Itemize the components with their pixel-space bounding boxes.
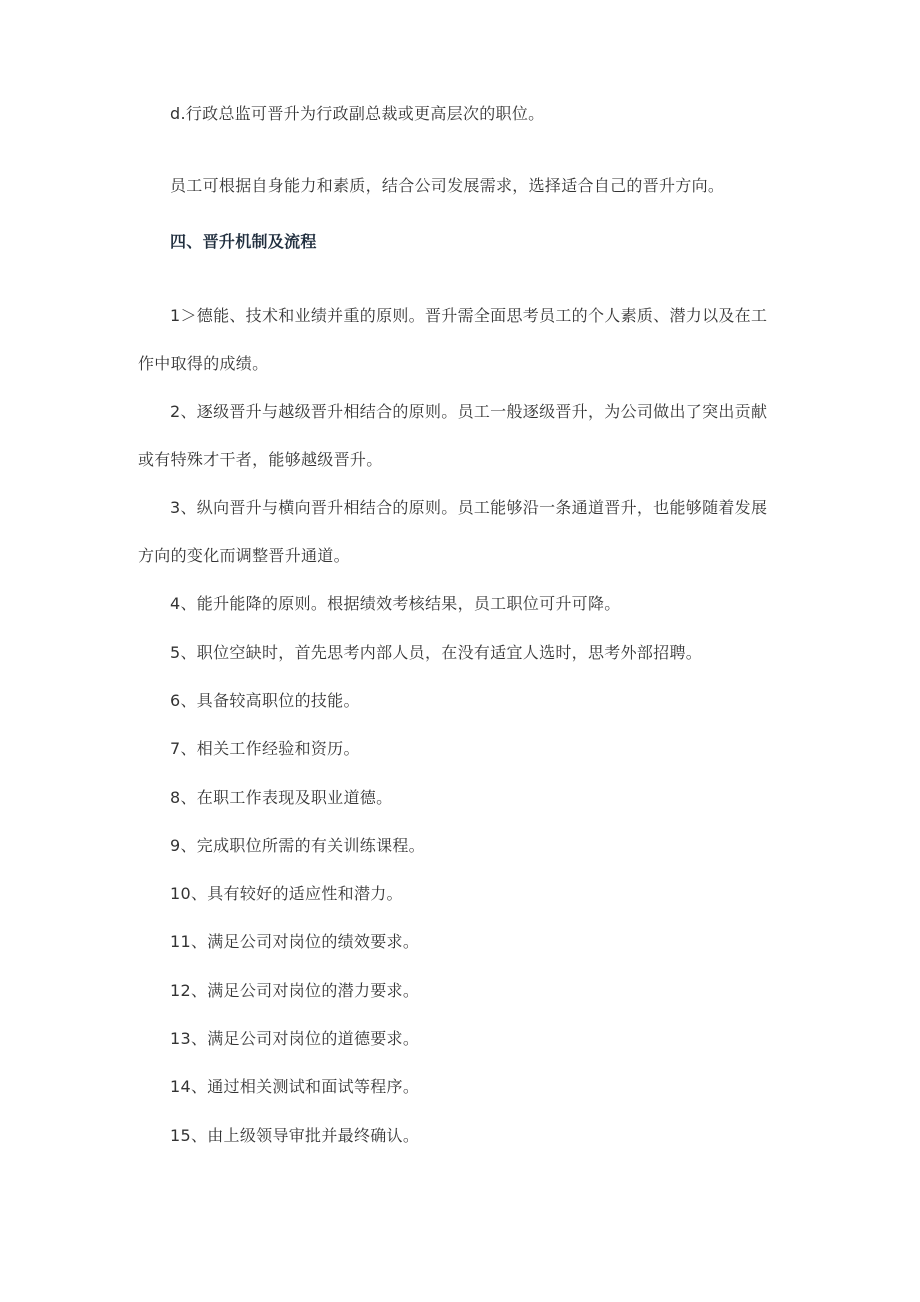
requirement-13: 13、满足公司对岗位的道德要求。 bbox=[170, 1029, 420, 1048]
requirement-7: 7、相关工作经验和资历。 bbox=[170, 739, 360, 758]
requirement-14: 14、通过相关测试和面试等程序。 bbox=[170, 1077, 420, 1096]
paragraph-admin-director: d.行政总监可晋升为行政副总裁或更高层次的职位。 bbox=[170, 104, 545, 123]
requirement-8: 8、在职工作表现及职业道德。 bbox=[170, 788, 393, 807]
requirement-11: 11、满足公司对岗位的绩效要求。 bbox=[170, 932, 420, 951]
section-heading: 四、晋升机制及流程 bbox=[170, 232, 317, 251]
requirement-9: 9、完成职位所需的有关训练课程。 bbox=[170, 836, 425, 855]
requirement-12: 12、满足公司对岗位的潜力要求。 bbox=[170, 981, 420, 1000]
requirement-6: 6、具备较高职位的技能。 bbox=[170, 691, 360, 710]
requirement-10: 10、具有较好的适应性和潜力。 bbox=[170, 884, 403, 903]
principle-5: 5、职位空缺时，首先思考内部人员，在没有适宜人选时，思考外部招聘。 bbox=[170, 643, 703, 662]
principle-3: 3、纵向晋升与横向晋升相结合的原则。员工能够沿一条通道晋升，也能够随着发展方向的变化而调整晋升通道。 bbox=[138, 498, 768, 565]
requirement-15: 15、由上级领导审批并最终确认。 bbox=[170, 1126, 420, 1145]
paragraph-promotion-direction: 员工可根据自身能力和素质，结合公司发展需求，选择适合自己的晋升方向。 bbox=[170, 176, 725, 195]
principle-1: 1＞德能、技术和业绩并重的原则。晋升需全面思考员工的个人素质、潜力以及在工作中取得的成绩。 bbox=[138, 306, 768, 373]
principle-4: 4、能升能降的原则。根据绩效考核结果，员工职位可升可降。 bbox=[170, 594, 621, 613]
principle-2: 2、逐级晋升与越级晋升相结合的原则。员工一般逐级晋升，为公司做出了突出贡献或有特殊才干者，能够越级晋升。 bbox=[138, 402, 768, 469]
